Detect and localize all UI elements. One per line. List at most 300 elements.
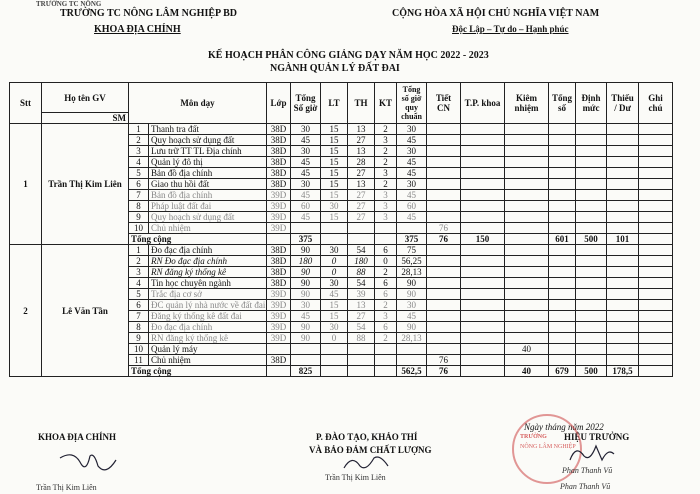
total-hours: 375	[291, 234, 321, 245]
cn-cell	[427, 190, 461, 201]
total-cn: 76	[427, 234, 461, 245]
norm-cell	[576, 146, 607, 157]
cn-cell	[427, 256, 461, 267]
kn-cell	[505, 322, 549, 333]
norm-cell	[576, 322, 607, 333]
kt-cell: 3	[375, 190, 397, 201]
total-cell	[549, 278, 576, 289]
total-cn: 76	[427, 366, 461, 377]
sm-cell: 6	[129, 300, 149, 311]
subject-cell: ĐC quản lý nhà nước về đất đai	[149, 300, 267, 311]
kn-cell	[505, 333, 549, 344]
kt-cell	[375, 355, 397, 366]
lt-cell	[321, 223, 348, 234]
teacher-name: Lê Văn Tần	[42, 245, 129, 377]
hours-cell	[291, 344, 321, 355]
blank	[639, 234, 673, 245]
kn-cell	[505, 245, 549, 256]
col-norm: Định mức	[576, 83, 607, 124]
hours-cell: 45	[291, 135, 321, 146]
hours-cell: 30	[291, 124, 321, 135]
total-label: Tổng cộng	[129, 366, 267, 377]
blank	[267, 366, 291, 377]
norm-cell	[576, 124, 607, 135]
std-cell: 45	[397, 212, 427, 223]
sm-cell: 3	[129, 267, 149, 278]
lt-cell: 15	[321, 311, 348, 322]
footer-dept: KHOA ĐỊA CHÍNH	[38, 432, 117, 442]
std-cell: 30	[397, 124, 427, 135]
hours-cell: 30	[291, 300, 321, 311]
blank	[639, 366, 673, 377]
cn-cell	[427, 300, 461, 311]
std-cell: 75	[397, 245, 427, 256]
hours-cell: 90	[291, 267, 321, 278]
tp-cell	[461, 267, 505, 278]
signature-mid	[340, 452, 400, 474]
sm-cell: 9	[129, 212, 149, 223]
subject-cell: Đăng ký thống kê đất đai	[149, 311, 267, 322]
norm-cell	[576, 190, 607, 201]
sm-cell: 2	[129, 256, 149, 267]
norm-cell	[576, 168, 607, 179]
class-cell: 39D	[267, 212, 291, 223]
footer-principal: HIỆU TRƯỞNG	[564, 432, 630, 442]
lt-cell: 15	[321, 190, 348, 201]
std-cell: 28,13	[397, 333, 427, 344]
col-kt: KT	[375, 83, 397, 124]
col-total: Tổng số	[549, 83, 576, 124]
footer-quality-office: VÀ BẢO ĐẢM CHẤT LƯỢNG	[309, 445, 432, 455]
sm-cell: 10	[129, 223, 149, 234]
class-cell: 38D	[267, 135, 291, 146]
col-diff: Thiếu / Dư	[607, 83, 639, 124]
lt-cell: 15	[321, 168, 348, 179]
lt-cell: 15	[321, 212, 348, 223]
total-norm: 500	[576, 366, 607, 377]
th-cell: 13	[348, 146, 375, 157]
kn-cell	[505, 223, 549, 234]
diff-cell	[607, 212, 639, 223]
norm-cell	[576, 278, 607, 289]
note-cell	[639, 311, 673, 322]
std-cell: 90	[397, 289, 427, 300]
sm-cell: 9	[129, 333, 149, 344]
hours-cell: 45	[291, 212, 321, 223]
blank	[348, 366, 375, 377]
diff-cell	[607, 300, 639, 311]
diff-cell	[607, 135, 639, 146]
total-cell	[549, 201, 576, 212]
kt-cell: 2	[375, 179, 397, 190]
diff-cell	[607, 168, 639, 179]
th-cell: 54	[348, 322, 375, 333]
kt-cell: 6	[375, 322, 397, 333]
std-cell: 45	[397, 190, 427, 201]
note-cell	[639, 256, 673, 267]
total-cell	[549, 256, 576, 267]
total-cell	[549, 135, 576, 146]
note-cell	[639, 124, 673, 135]
norm-cell	[576, 179, 607, 190]
cn-cell	[427, 245, 461, 256]
hours-cell: 45	[291, 311, 321, 322]
diff-cell	[607, 344, 639, 355]
diff-cell	[607, 311, 639, 322]
th-cell: 54	[348, 278, 375, 289]
kn-cell	[505, 311, 549, 322]
total-cell	[549, 157, 576, 168]
kn-cell: 40	[505, 344, 549, 355]
norm-cell	[576, 157, 607, 168]
cn-cell	[427, 179, 461, 190]
kt-cell: 3	[375, 135, 397, 146]
subject-cell: Đo đạc địa chính	[149, 245, 267, 256]
tp-cell	[461, 344, 505, 355]
total-cell	[549, 190, 576, 201]
total-cell	[549, 245, 576, 256]
total-label: Tổng cộng	[129, 234, 267, 245]
th-cell: 39	[348, 289, 375, 300]
hours-cell: 45	[291, 190, 321, 201]
lt-cell	[321, 344, 348, 355]
norm-cell	[576, 333, 607, 344]
header-cut-line: TRƯỜNG TC NÔNG	[36, 0, 102, 6]
subject-cell: Giao thu hồi đất	[149, 179, 267, 190]
kt-cell	[375, 223, 397, 234]
cn-cell: 76	[427, 355, 461, 366]
signature-left	[58, 448, 118, 478]
diff-cell	[607, 157, 639, 168]
kt-cell: 2	[375, 267, 397, 278]
tp-cell	[461, 300, 505, 311]
kn-cell	[505, 157, 549, 168]
subject-cell: Quản lý máy	[149, 344, 267, 355]
blank	[321, 234, 348, 245]
hours-cell: 90	[291, 333, 321, 344]
col-cn: Tiết CN	[427, 83, 461, 124]
note-cell	[639, 333, 673, 344]
note-cell	[639, 201, 673, 212]
total-cell	[549, 300, 576, 311]
class-cell: 38D	[267, 245, 291, 256]
kt-cell: 2	[375, 157, 397, 168]
class-cell: 38D	[267, 179, 291, 190]
hours-cell: 30	[291, 179, 321, 190]
norm-cell	[576, 223, 607, 234]
sm-cell: 5	[129, 168, 149, 179]
lt-cell: 30	[321, 201, 348, 212]
subject-cell: Trắc địa cơ sở	[149, 289, 267, 300]
note-cell	[639, 344, 673, 355]
cn-cell	[427, 311, 461, 322]
table-row	[10, 124, 673, 135]
kt-cell: 3	[375, 201, 397, 212]
subject-cell: RN đăng ký thống kê	[149, 333, 267, 344]
note-cell	[639, 267, 673, 278]
cn-cell	[427, 278, 461, 289]
class-cell: 38D	[267, 157, 291, 168]
subject-cell: Thanh tra đất	[149, 124, 267, 135]
blank	[375, 366, 397, 377]
tp-cell	[461, 223, 505, 234]
note-cell	[639, 212, 673, 223]
class-cell: 38D	[267, 267, 291, 278]
sm-cell: 11	[129, 355, 149, 366]
std-cell: 60	[397, 201, 427, 212]
tp-cell	[461, 190, 505, 201]
sm-cell: 7	[129, 311, 149, 322]
th-cell: 28	[348, 157, 375, 168]
note-cell	[639, 355, 673, 366]
kt-cell: 6	[375, 289, 397, 300]
std-cell: 28,13	[397, 267, 427, 278]
tp-cell	[461, 311, 505, 322]
col-class: Lớp	[267, 83, 291, 124]
norm-cell	[576, 300, 607, 311]
norm-cell	[576, 344, 607, 355]
class-cell: 39D	[267, 333, 291, 344]
class-cell: 38D	[267, 146, 291, 157]
tp-cell	[461, 333, 505, 344]
org-name: TRƯỜNG TC NÔNG LÂM NGHIỆP BD	[60, 8, 237, 19]
stamp-text-2: NÔNG LÂM NGHIỆP	[520, 444, 576, 450]
subject-cell: Chủ nhiệm	[149, 355, 267, 366]
col-stt: Stt	[10, 83, 42, 124]
tp-cell	[461, 256, 505, 267]
kt-cell: 3	[375, 212, 397, 223]
total-cell	[549, 179, 576, 190]
total-tp	[461, 366, 505, 377]
norm-cell	[576, 212, 607, 223]
tp-cell	[461, 124, 505, 135]
std-cell: 45	[397, 135, 427, 146]
blank	[375, 234, 397, 245]
diff-cell	[607, 201, 639, 212]
norm-cell	[576, 256, 607, 267]
total-cell	[549, 223, 576, 234]
class-cell: 38D	[267, 124, 291, 135]
subject-cell: Pháp luật đất đai	[149, 201, 267, 212]
kt-cell	[375, 344, 397, 355]
kt-cell: 6	[375, 245, 397, 256]
tp-cell	[461, 146, 505, 157]
note-cell	[639, 135, 673, 146]
total-hours: 825	[291, 366, 321, 377]
country-name: CỘNG HÒA XÃ HỘI CHỦ NGHĨA VIỆT NAM	[392, 8, 600, 19]
total-kn: 40	[505, 366, 549, 377]
std-cell: 30	[397, 300, 427, 311]
lt-cell: 0	[321, 256, 348, 267]
th-cell: 27	[348, 311, 375, 322]
note-cell	[639, 179, 673, 190]
kn-cell	[505, 212, 549, 223]
stamp-text-1: TRƯỜNG	[520, 434, 547, 440]
hours-cell: 90	[291, 289, 321, 300]
class-cell	[267, 344, 291, 355]
hours-cell: 60	[291, 201, 321, 212]
footer-training-office: P. ĐÀO TẠO, KHẢO THÍ	[316, 432, 418, 442]
note-cell	[639, 190, 673, 201]
lt-cell: 15	[321, 300, 348, 311]
lt-cell: 30	[321, 278, 348, 289]
class-cell: 39D	[267, 311, 291, 322]
lt-cell: 15	[321, 146, 348, 157]
std-cell: 30	[397, 146, 427, 157]
std-cell: 45	[397, 157, 427, 168]
kt-cell: 2	[375, 333, 397, 344]
cn-cell	[427, 168, 461, 179]
hours-cell: 45	[291, 168, 321, 179]
hours-cell: 90	[291, 322, 321, 333]
kn-cell	[505, 278, 549, 289]
std-cell	[397, 344, 427, 355]
kt-cell: 2	[375, 124, 397, 135]
norm-cell	[576, 355, 607, 366]
subject-cell: Bản đồ địa chính	[149, 190, 267, 201]
th-cell: 13	[348, 179, 375, 190]
lt-cell: 30	[321, 322, 348, 333]
total-cell	[549, 344, 576, 355]
th-cell: 27	[348, 190, 375, 201]
plan-subtitle: NGÀNH QUẢN LÝ ĐẤT ĐAI	[270, 63, 400, 74]
signer-right-name-1: Phan Thanh Vũ	[562, 466, 613, 475]
th-cell: 88	[348, 267, 375, 278]
subject-cell: Tin học chuyên ngành	[149, 278, 267, 289]
signer-mid-name: Trần Thị Kim Liên	[325, 473, 386, 482]
tp-cell	[461, 289, 505, 300]
note-cell	[639, 146, 673, 157]
note-cell	[639, 223, 673, 234]
blank	[348, 234, 375, 245]
th-cell	[348, 355, 375, 366]
tp-cell	[461, 355, 505, 366]
total-diff: 178,5	[607, 366, 639, 377]
kn-cell	[505, 267, 549, 278]
kn-cell	[505, 300, 549, 311]
class-cell: 39D	[267, 190, 291, 201]
lt-cell: 0	[321, 333, 348, 344]
cn-cell	[427, 124, 461, 135]
sm-cell: 2	[129, 135, 149, 146]
sm-cell: 3	[129, 146, 149, 157]
lt-cell: 15	[321, 135, 348, 146]
diff-cell	[607, 267, 639, 278]
note-cell	[639, 289, 673, 300]
blank	[321, 366, 348, 377]
kt-cell: 6	[375, 278, 397, 289]
kn-cell	[505, 179, 549, 190]
col-hours: Tổng Số giờ	[291, 83, 321, 124]
col-kn: Kiêm nhiệm	[505, 83, 549, 124]
diff-cell	[607, 278, 639, 289]
lt-cell: 15	[321, 124, 348, 135]
th-cell: 27	[348, 201, 375, 212]
cn-cell	[427, 201, 461, 212]
kt-cell: 2	[375, 300, 397, 311]
signer-right-name-2: Phan Thanh Vũ	[560, 482, 611, 491]
kn-cell	[505, 135, 549, 146]
note-cell	[639, 278, 673, 289]
class-cell: 39D	[267, 300, 291, 311]
class-cell: 39D	[267, 223, 291, 234]
tp-cell	[461, 179, 505, 190]
std-cell: 30	[397, 179, 427, 190]
sm-cell: 1	[129, 124, 149, 135]
lt-cell: 15	[321, 157, 348, 168]
std-cell: 56,25	[397, 256, 427, 267]
kt-cell: 0	[375, 256, 397, 267]
cn-cell	[427, 146, 461, 157]
note-cell	[639, 300, 673, 311]
lt-cell: 15	[321, 179, 348, 190]
sm-cell: 5	[129, 289, 149, 300]
diff-cell	[607, 146, 639, 157]
total-tp: 150	[461, 234, 505, 245]
lt-cell: 30	[321, 245, 348, 256]
table-row	[10, 245, 673, 256]
subject-cell: Quy hoạch sử dụng đất	[149, 212, 267, 223]
kn-cell	[505, 124, 549, 135]
diff-cell	[607, 190, 639, 201]
subject-cell: Quy hoạch sử dụng đất	[149, 135, 267, 146]
norm-cell	[576, 267, 607, 278]
hours-cell	[291, 355, 321, 366]
dept-name: KHOA ĐỊA CHÍNH	[94, 24, 181, 35]
class-cell: 38D	[267, 168, 291, 179]
teacher-name: Trần Thị Kim Liên	[42, 124, 129, 245]
kt-cell: 3	[375, 168, 397, 179]
diff-cell	[607, 333, 639, 344]
hours-cell	[291, 223, 321, 234]
class-cell: 39D	[267, 289, 291, 300]
cn-cell	[427, 212, 461, 223]
kn-cell	[505, 168, 549, 179]
cn-cell	[427, 333, 461, 344]
kn-cell	[505, 190, 549, 201]
col-tp: T.P. khoa	[461, 83, 505, 124]
sm-cell: 7	[129, 190, 149, 201]
th-cell: 13	[348, 124, 375, 135]
note-cell	[639, 157, 673, 168]
total-cell	[549, 168, 576, 179]
std-cell: 90	[397, 322, 427, 333]
hours-cell: 180	[291, 256, 321, 267]
sm-cell: 6	[129, 179, 149, 190]
sm-cell: 8	[129, 201, 149, 212]
cn-cell	[427, 135, 461, 146]
th-cell: 13	[348, 300, 375, 311]
subject-cell: Chủ nhiệm	[149, 223, 267, 234]
total-diff: 101	[607, 234, 639, 245]
std-cell	[397, 355, 427, 366]
th-cell: 88	[348, 333, 375, 344]
total-sum: 679	[549, 366, 576, 377]
cn-cell	[427, 267, 461, 278]
norm-cell	[576, 289, 607, 300]
diff-cell	[607, 322, 639, 333]
subject-cell: Quản lý đô thị	[149, 157, 267, 168]
tp-cell	[461, 278, 505, 289]
cn-cell	[427, 344, 461, 355]
teacher-stt: 1	[10, 124, 42, 245]
class-cell: 38D	[267, 355, 291, 366]
tp-cell	[461, 322, 505, 333]
sm-cell: 4	[129, 157, 149, 168]
diff-cell	[607, 245, 639, 256]
total-sum: 601	[549, 234, 576, 245]
note-cell	[639, 245, 673, 256]
